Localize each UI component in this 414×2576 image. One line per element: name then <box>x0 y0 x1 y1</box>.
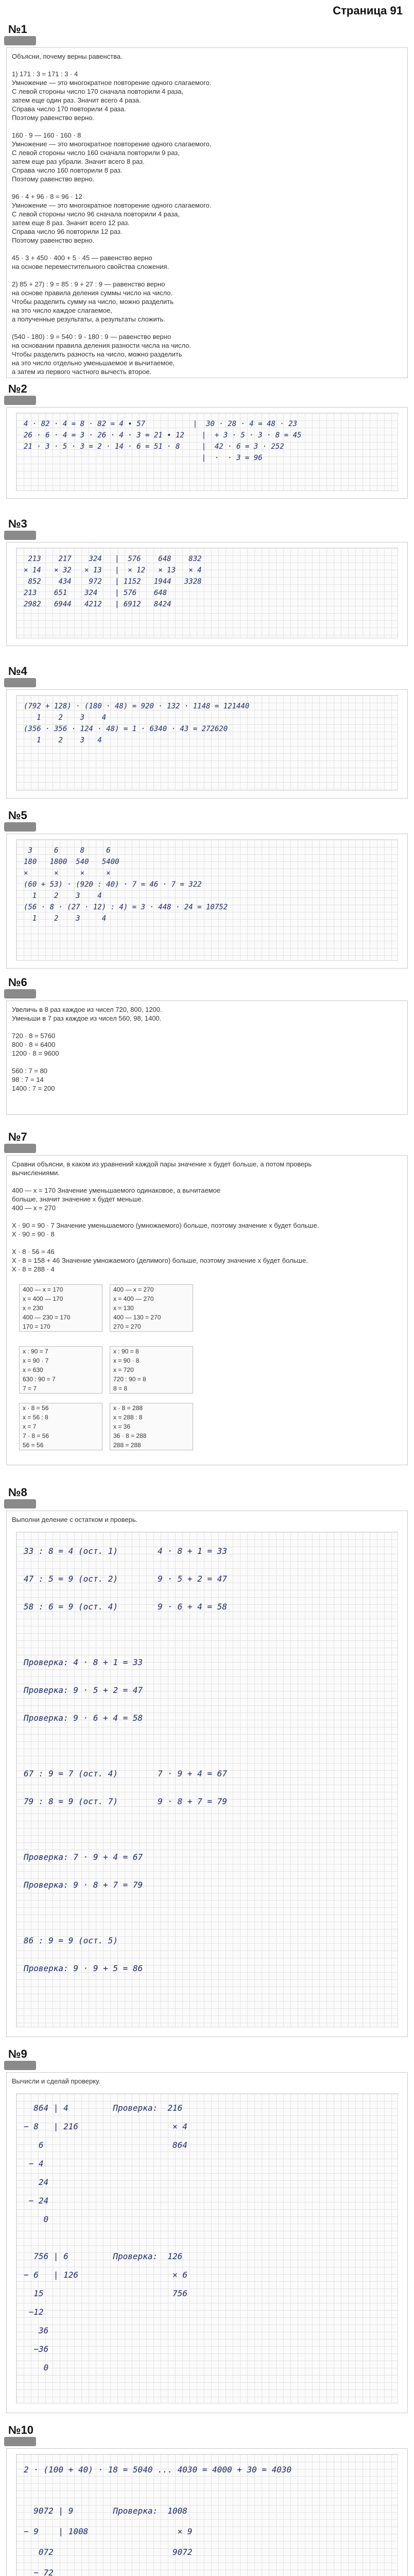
task-1-line <box>12 122 393 131</box>
task-6-text <box>12 1005 393 1093</box>
task-8-work-line: Проверка: 9 · 5 + 2 = 47 <box>24 1685 143 1695</box>
task-2-work-line: 21 · 3 · 5 · 3 = 2 · 14 · 6 = 51 · 8 | 42 · 6 = 3 · 252 <box>24 443 284 451</box>
task-7-answer-table <box>19 1284 102 1332</box>
task-7-answer-table <box>110 1346 193 1394</box>
task-3-label-bar <box>4 531 36 540</box>
task-9-work-line: −12 <box>24 2307 44 2317</box>
task-1-line: 96 · 4 + 96 · 8 = 96 · 12 <box>12 193 82 200</box>
task-1-title: №1 <box>8 23 27 36</box>
task-9-work-line <box>24 2229 392 2247</box>
task-1-line: Умножение — это многократное повторение одного слагаемого. <box>12 140 212 148</box>
task-7-line: X · 90 = 90 · 8 <box>12 1230 55 1238</box>
task-1-line <box>12 245 393 253</box>
task-7-answer-row: 270 = 270 <box>113 1323 141 1330</box>
task-7-answer-row: 400 — 130 = 270 <box>113 1314 161 1321</box>
task-6-line: Увеличь в 8 раз каждое из чисел 720, 800, 1200. <box>12 1006 162 1013</box>
task-2-work <box>24 418 392 464</box>
task-6-line: Уменьши в 7 раз каждое из чисел 560, 98, 1400. <box>12 1014 162 1022</box>
task-7-answer-table <box>19 1403 102 1450</box>
task-7-answer-row: 400 — x = 270 <box>113 1286 154 1293</box>
task-1-line: Умножение — это многократное повторение одного слагаемого. <box>12 201 212 209</box>
task-8-work-line <box>24 1621 392 1649</box>
task-1-line: Справа число 160 повторили 8 раз. <box>12 166 123 174</box>
task-7-line: Сравни объясни, в каком из уравнений каждой пары значение х будет больше, а потом проверь <box>12 1160 312 1168</box>
task-4-title: №4 <box>8 665 27 677</box>
task-7-answer-row: 56 = 56 <box>23 1442 44 1449</box>
task-5-grid <box>16 839 398 961</box>
task-7-answer-row: 36 · 8 = 288 <box>113 1432 147 1439</box>
task-3-work <box>24 553 392 610</box>
task-6-title: №6 <box>8 976 27 989</box>
task-7-answer-table <box>110 1284 193 1332</box>
task-4-frame <box>6 689 408 799</box>
task-7-answer-row: x = 400 — 170 <box>23 1295 63 1302</box>
task-7-line: X · 90 = 90 · 7 Значение уменьшаемого (умножаемого) больше, поэтому значение х будет больше. <box>12 1222 319 1229</box>
task-1-frame <box>6 47 408 378</box>
task-7-answer-row: x = 90 · 7 <box>23 1357 49 1364</box>
task-1-line: 45 · 3 + 450 · 400 + 5 · 45 — равенство верно <box>12 254 152 262</box>
task-8-work-line: 86 : 9 = 9 (ост. 5) <box>24 1936 118 1945</box>
task-1-line: С левой стороны число 160 сначала повторили 9 раз, <box>12 149 180 157</box>
task-4-work-line: (356 · 356 · 124 · 48) = 1 · 6340 · 43 = 272620 <box>24 725 228 733</box>
task-10-work-line <box>24 2480 392 2501</box>
task-1-line: на основе правила деления суммы число на число. <box>12 289 173 297</box>
task-4-work <box>24 701 392 746</box>
task-1-label-bar <box>4 36 36 45</box>
task-1-line: С левой стороны число 170 сначала повторили 4 раза, <box>12 88 184 95</box>
task-10-work-line: − 72 <box>24 2568 54 2576</box>
task-7-answer-row: 630 : 90 = 7 <box>23 1376 56 1383</box>
task-7-answer-row: x = 400 — 270 <box>113 1295 154 1302</box>
task-1-line <box>12 61 393 70</box>
task-7-answer-row: x = 130 <box>113 1304 134 1312</box>
task-7-frame <box>6 1155 408 1465</box>
task-8-label-bar <box>4 1499 36 1509</box>
task-9-frame <box>6 2072 408 2413</box>
task-10-work-line: − 9 | 1008 × 9 <box>24 2527 193 2536</box>
task-1-line: на основе переместительного свойства сложения. <box>12 263 169 270</box>
task-7-answer-row: x = 630 <box>23 1366 43 1374</box>
task-2-work-line: 4 · 82 · 4 = 8 · 82 = 4 ∙ 57 | 30 · 28 · 4 = 48 · 23 <box>24 420 298 428</box>
task-1-line: 160 · 9 — 160 · 160 · 8 <box>12 131 81 139</box>
task-7-answer-row: x = 7 <box>23 1423 37 1430</box>
task-4-label-bar <box>4 678 36 687</box>
task-9-work-line: 24 <box>24 2177 49 2187</box>
task-7-answer-row: x = 90 · 8 <box>113 1357 140 1364</box>
task-7-line <box>12 1212 393 1221</box>
task-7-answer-row: 720 : 90 = 8 <box>113 1376 146 1383</box>
task-1-line: Справа число 96 повторили 12 раз. <box>12 228 123 235</box>
task-1-line <box>12 271 393 280</box>
task-9-work <box>24 2099 392 2377</box>
task-8-frame <box>6 1511 408 2037</box>
task-4-work-line: (792 + 128) · (180 · 48) = 920 · 132 · 1148 = 121440 <box>24 702 250 710</box>
task-1-line <box>12 183 393 192</box>
task-7-label-bar <box>4 1144 36 1153</box>
task-10-work-line: 2 · (100 + 40) · 18 = 5040 ... 4030 = 4000 + 30 = 4030 <box>24 2465 292 2475</box>
page-header <box>0 0 414 21</box>
task-9-work-line: 0 <box>24 2214 49 2224</box>
task-7-answer-row: x · 8 = 56 <box>23 1404 49 1412</box>
task-9-work-line: 6 864 <box>24 2140 187 2150</box>
task-6-frame <box>6 1001 408 1115</box>
task-5-work-line: 3 6 8 6 <box>24 846 111 855</box>
task-8-text <box>12 1515 393 1524</box>
task-2-work-line: 26 · 6 · 4 = 3 · 26 · 4 · 3 = 21 ∙ 12 | + 3 · 5 · 3 · 8 = 45 <box>24 431 302 439</box>
task-9-work-line: 864 | 4 Проверка: 216 <box>24 2103 183 2113</box>
task-1-line: Умножение — это многократное повторение одного слагаемого. <box>12 79 212 87</box>
task-9-work-line: − 6 | 126 × 6 <box>24 2270 187 2280</box>
task-7-answer-row: 7 · 8 = 56 <box>23 1432 49 1439</box>
task-6-line: 800 · 8 = 6400 <box>12 1041 56 1048</box>
task-9-work-line: 36 <box>24 2326 49 2335</box>
task-7-answer-table <box>110 1403 193 1450</box>
task-1-line: Справа число 170 повторили 4 раза. <box>12 105 126 113</box>
task-2-frame <box>6 407 408 499</box>
task-2-grid <box>16 413 398 491</box>
task-7-answer-row: x = 288 : 8 <box>113 1414 143 1421</box>
task-5-frame <box>6 834 408 969</box>
task-4-grid <box>16 695 398 791</box>
task-8-work-line: 33 : 8 = 4 (ост. 1) 4 · 8 + 1 = 33 <box>24 1546 227 1556</box>
task-10-title: №10 <box>8 2424 33 2436</box>
task-7-answer-row: 170 = 170 <box>23 1323 50 1330</box>
task-9-work-line: − 8 | 216 × 4 <box>24 2122 187 2131</box>
task-9-work-line: 756 | 6 Проверка: 126 <box>24 2251 183 2261</box>
task-9-label-bar <box>4 2061 36 2070</box>
task-4-work-line: 1 2 3 4 <box>24 736 102 744</box>
task-7-line: 400 — x = 170 Значение уменьшаемого одинаковое, а вычитаемое <box>12 1187 221 1194</box>
task-9-work-line: 15 756 <box>24 2289 187 2298</box>
task-1-line: Поэтому равенство верно. <box>12 114 95 122</box>
task-5-label-bar <box>4 822 36 832</box>
task-6-line: 720 · 8 = 5760 <box>12 1032 56 1040</box>
task-8-grid <box>16 1532 398 2027</box>
task-6-line: 560 : 7 = 80 <box>12 1067 48 1075</box>
task-3-frame <box>6 542 408 646</box>
task-1-line: затем еще 8 раз. Значит всего 12 раз. <box>12 219 130 227</box>
task-7-line: X · 8 = 288 · 4 <box>12 1265 55 1273</box>
task-1-line: 1) 171 : 3 = 171 : 3 · 4 <box>12 70 78 78</box>
task-5-work-line: (56 · 8 · (27 · 12) : 4) = 3 · 448 · 24 = 10752 <box>24 903 228 911</box>
task-8-work-line: 47 : 5 = 9 (ост. 2) 9 · 5 + 2 = 47 <box>24 1574 227 1584</box>
task-6-line <box>12 1058 393 1066</box>
task-10-work-line: 072 9072 <box>24 2547 193 2557</box>
task-7-answer-row: 288 = 288 <box>113 1442 141 1449</box>
task-8-work-line <box>24 1899 392 1927</box>
task-9-work-line: − 24 <box>24 2196 49 2206</box>
task-10-work <box>24 2460 392 2576</box>
task-7-answer-row: x = 720 <box>113 1366 134 1374</box>
task-1-line: Чтобы разделить сумму на число, можно разделить <box>12 298 174 306</box>
task-5-work-line: 180 1800 540 5400 <box>24 858 119 866</box>
task-7-answer-row: x · 8 = 288 <box>113 1404 143 1412</box>
task-7-line <box>12 1177 393 1186</box>
task-2-label-bar <box>4 396 36 405</box>
task-1-line: а полученные результаты, а результаты сложить. <box>12 315 165 323</box>
task-8-work-line: Проверка: 9 · 6 + 4 = 58 <box>24 1713 143 1723</box>
task-3-work-line: 213 217 324 | 576 648 832 <box>24 555 202 563</box>
task-1-line: Поэтому равенство верно. <box>12 175 95 183</box>
task-7-line <box>12 1239 393 1247</box>
task-1-line: С левой стороны число 96 сначала повторили 4 раза, <box>12 210 180 218</box>
task-1-text <box>12 52 393 376</box>
task-1-line: а затем из первого частного вычесть второе. <box>12 368 152 376</box>
task-1-line: затем еще один раз. Значит всего 4 раза. <box>12 96 141 104</box>
task-5-work-line: 1 2 3 4 <box>24 914 107 923</box>
task-7-answer-row: 8 = 8 <box>113 1385 128 1392</box>
task-7-line: X · 8 = 158 + 46 Значение умножаемого (делимого) больше, поэтому значение х будет больше. <box>12 1257 308 1264</box>
task-1-line: (540 - 180) : 9 = 540 : 9 - 180 : 9 — равенство верно <box>12 333 171 341</box>
task-8-work-line <box>24 1732 392 1760</box>
task-1-line: Поэтому равенство верно. <box>12 236 95 244</box>
task-5-work-line: 1 2 3 4 <box>24 892 102 900</box>
task-10-label-bar <box>4 2437 36 2446</box>
task-7-answer-table <box>19 1346 102 1394</box>
task-9-work-line: −36 <box>24 2344 49 2354</box>
task-7-title: №7 <box>8 1130 27 1143</box>
task-8-work-line <box>24 1816 392 1843</box>
task-1-line: 2) 85 + 27) : 9 = 85 : 9 + 27 : 9 — равенство верно <box>12 280 165 288</box>
task-9-text <box>12 2077 393 2086</box>
task-10-frame <box>6 2448 408 2576</box>
task-9-line: Вычисли и сделай проверку. <box>12 2077 100 2085</box>
task-3-grid <box>16 548 398 638</box>
task-7-answer-row: x = 230 <box>23 1304 43 1312</box>
task-8-work-line: 67 : 9 = 7 (ост. 4) 7 · 9 + 4 = 67 <box>24 1769 227 1778</box>
task-7-answer-row: 7 = 7 <box>23 1385 37 1392</box>
page-number: Страница 91 <box>333 4 403 17</box>
task-6-label-bar <box>4 989 36 998</box>
task-10-grid <box>16 2454 398 2576</box>
task-2-title: №2 <box>8 382 27 395</box>
task-6-line: 1400 : 7 = 200 <box>12 1084 55 1092</box>
task-1-line: затем еще раз убрали. Значит всего 8 раз. <box>12 158 145 165</box>
task-3-work-line: × 14 × 32 × 13 | × 12 × 13 × 4 <box>24 566 202 574</box>
task-8-work-line: Проверка: 9 · 8 + 7 = 79 <box>24 1880 143 1890</box>
task-9-title: №9 <box>8 2047 27 2060</box>
task-6-line <box>12 1023 393 1031</box>
task-7-answer-row: x = 56 : 8 <box>23 1414 48 1421</box>
task-1-line: на основании правила деления разности числа на число. <box>12 342 191 349</box>
task-6-line: 1200 · 8 = 9600 <box>12 1049 59 1057</box>
task-1-line <box>12 324 393 332</box>
task-8-title: №8 <box>8 1486 27 1499</box>
task-5-work-line: (60 + 53) · (920 : 40) · 7 = 46 · 7 = 322 <box>24 880 202 889</box>
task-7-answer-row: 400 — x = 170 <box>23 1286 63 1293</box>
task-7-line: больше, значит значение х будет меньше. <box>12 1195 144 1203</box>
task-3-work-line: 2982 6944 4212 | 6912 8424 <box>24 600 171 608</box>
task-8-work-line: 79 : 8 = 9 (ост. 7) 9 · 8 + 7 = 79 <box>24 1797 227 1806</box>
task-8-work-line: Проверка: 4 · 8 + 1 = 33 <box>24 1657 143 1667</box>
task-9-work-line: − 4 <box>24 2159 44 2168</box>
task-1-line: Объясни, почему верны равенства. <box>12 53 123 60</box>
task-8-work <box>24 1537 392 1982</box>
task-8-work-line: 58 : 6 = 9 (ост. 4) 9 · 6 + 4 = 58 <box>24 1602 227 1612</box>
task-9-grid <box>16 2093 398 2403</box>
task-1-line: Чтобы разделить разность на число, можно разделить <box>12 350 182 358</box>
task-7-answer-row: x : 90 = 8 <box>113 1348 139 1355</box>
task-7-answer-row: 400 — 230 = 170 <box>23 1314 71 1321</box>
task-8-line: Выполни деление с остатком и проверь. <box>12 1516 138 1523</box>
task-6-line: 98 : 7 = 14 <box>12 1076 44 1083</box>
task-5-work-line: × × × × <box>24 869 111 877</box>
task-5-title: №5 <box>8 809 27 822</box>
task-8-work-line: Проверка: 7 · 9 + 4 = 67 <box>24 1852 143 1862</box>
task-3-work-line: 213 651 324 | 576 648 <box>24 589 167 597</box>
task-4-work-line: 1 2 3 4 <box>24 714 107 722</box>
task-7-line: 400 — x = 270 <box>12 1204 56 1212</box>
task-3-title: №3 <box>8 517 27 530</box>
task-7-text <box>12 1160 393 1274</box>
task-7-answer-row: x : 90 = 7 <box>23 1348 48 1355</box>
task-3-work-line: 852 434 972 | 1152 1944 3328 <box>24 578 202 586</box>
task-1-line: на это число отдельно уменьшаемое и вычитаемое, <box>12 359 175 367</box>
task-7-line: X · 8 · 56 = 46 <box>12 1248 55 1256</box>
task-1-line: на это число каждое слагаемое, <box>12 307 112 314</box>
task-9-work-line: 0 <box>24 2363 49 2372</box>
task-5-work <box>24 845 392 924</box>
task-8-work-line: Проверка: 9 · 9 + 5 = 86 <box>24 1963 143 1973</box>
task-2-work-line: | · · 3 = 96 <box>24 454 263 462</box>
task-10-work-line: 9072 | 9 Проверка: 1008 <box>24 2506 187 2516</box>
task-7-answer-row: x = 36 <box>113 1423 131 1430</box>
task-7-line: вычислениями. <box>12 1169 60 1177</box>
